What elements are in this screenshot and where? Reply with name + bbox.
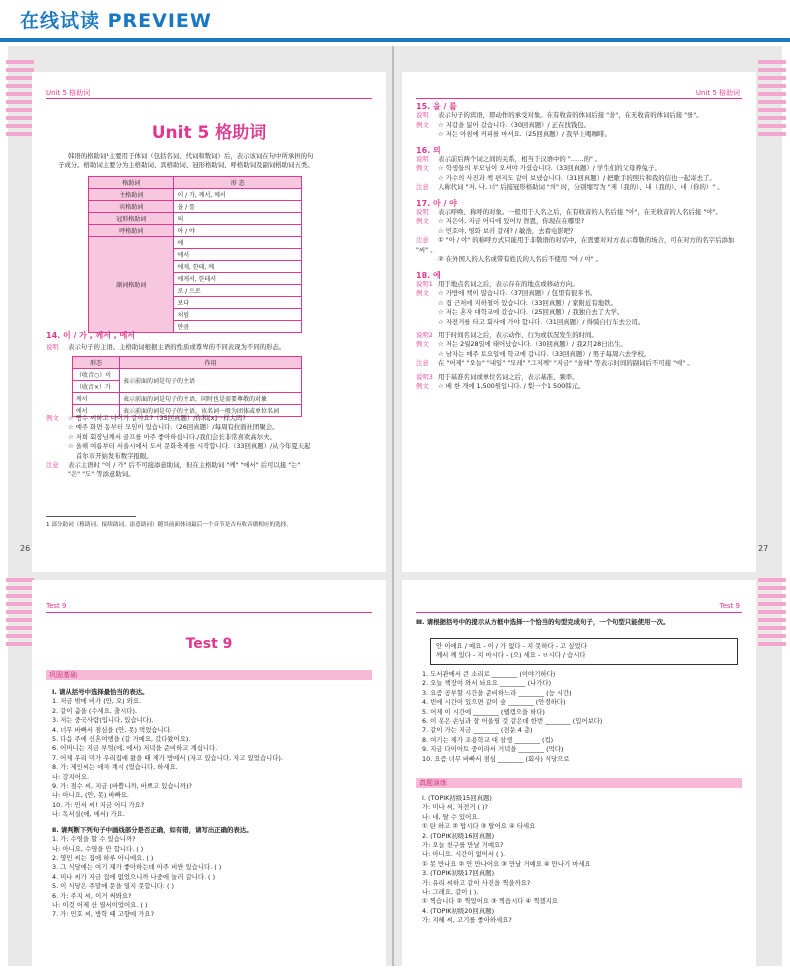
list-item: 8. 가: 제인씨는 애자 계시 (었습니다, 하세요. xyxy=(52,763,178,772)
page-test-9-left xyxy=(32,580,386,968)
page-number-27: 27 xyxy=(758,544,769,553)
intro-line-1: 韩语的格助词¹主要用于体词（包括名词、代词和数词）后，表示该词在句中所承担的句 xyxy=(68,152,314,160)
running-head-rule xyxy=(416,612,742,613)
list-item: 10. 요즘 너무 바빠서 점심 ________ (회사) 식당으로 xyxy=(422,754,570,763)
running-head: Unit 5 格助词 xyxy=(695,89,740,97)
list-item: 2. 오늘 책장이 와서 놔요요 ________ (나가다) xyxy=(422,679,552,688)
section-17-title: 17. 아 / 야 xyxy=(416,198,457,208)
list-item: 4. 빈에 시간이 있으면 같이 숲 ________ (안경하다) xyxy=(422,698,566,707)
section-bar-basics: 巩固基础 xyxy=(46,670,372,680)
exercise-3 xyxy=(422,670,752,764)
list-item: 3. 저는 중국사람(입니다, 있습니다). xyxy=(52,716,154,725)
list-item: 가: 지혜 씨, 고기를 좋아하세요? xyxy=(422,916,512,925)
list-item: ① 탄 하고 ② 탑시다 ③ 탈어요 ④ 타세요 xyxy=(422,822,536,831)
section-14-explanation: 说明 表示句子的主语。主格助词根据主语的性质或尊卑的不同表现为不同的形态。 xyxy=(46,343,286,351)
table-row: 主格助词 이 / 가, 께서, 께서 xyxy=(89,189,302,201)
list-item: 나: 네, 탈 수 있어요. xyxy=(422,812,480,821)
choice-box: 안 이에요 / 예요 - 이 / 가 없다 - 지 못하다 - 고 싶었다 께서 께 있다 - 지 마시다 - (으) 세요 - ㅂ시다 / 습시다 xyxy=(430,638,738,665)
list-item: 가: 유리 씨하고 같이 사진을 찍을까요? xyxy=(422,878,531,887)
list-item: 3. 요즘 공부할 시간을 준비하느라 ________ (능 시간) xyxy=(422,688,572,697)
list-item: 6. 가: 주지 씨, 이거 써봐요? xyxy=(52,891,132,900)
exercise-4: Ⅰ. (TOPIK初级15回真题) 가: 미나 씨, 자전거 ( )? 나: 네, 탈 수 있어요. ① 탄 하고 ② 탑시다 ③ 탈어요 ④ 타세요 2. (TOPIK初级16回真题) 가: 오늘 친구를 만날 거예요? 나: 아니요. 시간이 없어서 ( ). ① 못 만나요 ② 안 만나어요 ③ 만날 거예요 ④ 만나기 마세요 3. (TOPIK初级17回真题) 가: 유리 씨하고 같이 사진을 찍을까요? 나: 그래요, 같이 ( ). ① 찍습니다 ② 찍었어요 ③ 찍읍시다 ④ 찍겠지요 4. (TOPIK初级20回真题) 가: 지혜 씨, 고기를 좋아하세요? xyxy=(422,794,752,926)
list-item: 6. 이 옷은 손님과 잘 어울릴 것 같은데 한번 ________ (입어보다) xyxy=(422,717,603,726)
list-item: 1. 가: 수영을 할 수 있습니까? xyxy=(52,835,136,844)
list-item: 3. 그 식당에는 여기 쟤가 좋아하는데 아주 비싼 있습니다. ( ) xyxy=(52,863,222,872)
intro-line-2: 子成分。格助词主要分为主格助词、宾格助词、冠形格助词、呼格助词及副词格助词五类。 xyxy=(58,161,314,170)
running-head-rule xyxy=(416,98,742,99)
footnote: 1 部分助词（格助词、接续助词、添意助词）随其前面体词最后一个音节是否有收音做相应的选择。 xyxy=(46,522,292,528)
section-14-examples: 例文 ☆ 빵수 씨하고 나이가 같아요?（35回真题）/你和[x]一样大吗? ☆ 매주 화면 동부터 모임이 있습니다.（26回真题）/每周有拉面社团聚会。 ☆ 저희 회장님께서 골프를 아주 좋아하십니다./我们会长非常喜欢高尔夫。 ☆ 올해 여름부터 서울시에서 도서 문화축제를 시작합니다.（33回真题）/从今年夏天起 首尔市开始发布数字报眼。 注意 表示主语时 "이 / 가" 后不可接添意助词，但在主格助词 "께" "에서" 后可以接 "는" "은" "도" 等添意助词。 xyxy=(46,414,311,479)
list-item: 나: 그래요, 같이 ( ). xyxy=(422,888,479,897)
running-head: Test 9 xyxy=(46,602,67,610)
list-item: 나: 아니요, 수영을 안 합니다. ( ) xyxy=(52,844,144,853)
list-item: 5. 다음 주에 신혼여행을 (갈 거예요, 갔다왔어요). xyxy=(52,735,191,744)
list-item: 2. (TOPIK初级16回真题) xyxy=(422,831,495,840)
page-27-content: 15. 을 / 를 说明 表示句子的宾语，即动作的承受对象。在有收音的体词后接 "을"，在无收音的体词后接 "를"。 例文 ☆ 지갑을 잃어 갔습니다.（30回真题）/ 正在找钱包。 ☆ 저는 아침에 커피를 마셔요.（25回真题）/ 我早上喝咖啡。 16. 의 说明 表示前后两个词之间的关系，相当于汉语中的 "……的" 。 例文 ☆ 학생들의 부모님이 오셔야 가셨습니다.（33回真题）/ 学生们的父母养兔子。 ☆ 가수의 사진과 책 편지도 같이 보냈습니다.（31回真题）/ 把歌手的照片和我的信也一起寄去了。 注意 人称代词 "저, 나, 너" 后接冠形格助词 "의" 时，分别缩写为 "제（我的）、내（我的）、네（你的）" 。 17. 아 / 야 说明 表示呼唤、称呼的对象。一般用于人名之后，在有收音的人名后接 "아"，在无收音的人名后接 "야"。 例文 ☆ 지은아, 지금 어디에 있어?/ 智恩，你现在在哪里? ☆ 민호야, 영화 보러 갈래? / 敏浩，去看电影吧? 注意 ① "아 / 야" 的称呼方式只能用于非敬语的对话中，在需要对对方表示尊敬的场合，可在对方的名字后添加 "씨" 。 ② 在外国人的人名或带有姓氏的人名后不使用 "아 / 야" 。 18. 에 说明1 用于地点名词之后，表示存在的地点或移动方向。 例文 ☆ 가방에 책이 많습니다.（37回真题）/ 包里有很多书。 ☆ 집 근처에 지하철이 있습니다.（33回真题）/ 家附近有地铁。 ☆ 저는 혼자 대학교에 갔습니다.（25回真题）/ 我独自去了大学。 ☆ 자전거를 타고 회사에 가야 합니다.（31回真题）/ 得骑自行车去公司。 说明2 用于时间名词之后，表示动作、行为或状况发生的时间。 例文 ☆ 저는 2월28일에 태어났습니다.（30回真题）/ 我2月28日出生。 ☆ 남자는 매주 토요일에 학교에 갑니다.（33回真题）/ 男子每周六去学校。 注意 在 "어제" "오늘" "내일" "모레" "그저께" "지금" "올해" 等表示时间的副词后不可接 "에" 。 说明3 用于基准名词或单位名词之后，表示基准、频率。 例文 ☆ 배 한 개에 1,500원입니다. / 梨一个1 500韩元。 xyxy=(416,102,746,391)
list-item: 2. 같이 춤을 (수세요, 출시다). xyxy=(52,706,138,715)
table-row: 副词格助词 에 xyxy=(89,237,302,249)
preview-banner xyxy=(0,0,790,36)
table-row: 呼格助词 아 / 야 xyxy=(89,225,302,237)
list-item: 4. 너무 바빠서 점심을 (안, 못) 먹었습니다. xyxy=(52,725,172,734)
list-item: 6. 어머니는 지금 부엌(에, 에서) 저녁을 준비하고 계십니다. xyxy=(52,744,218,753)
spine-divider xyxy=(392,46,394,966)
list-item: 2. 영민 씨는 집에 하루 아니에요. ( ) xyxy=(52,853,154,862)
footnote-rule xyxy=(46,516,136,517)
running-head-rule xyxy=(46,98,372,99)
page-test-9-right xyxy=(402,580,756,968)
list-item: 5. 어제 이 시간에 ________ (웹캠으을 하다) xyxy=(422,707,545,716)
running-head: Test 9 xyxy=(719,602,740,610)
section-bar-real-exam: 真题演练 xyxy=(416,778,742,788)
unit-title: Unit 5 格助词 xyxy=(151,123,267,143)
banner-title: 在线试读 PREVIEW xyxy=(20,10,212,32)
list-item: 7. 가: 민호 씨, 방학 때 고향에 가요? xyxy=(52,910,154,919)
page-number-26: 26 xyxy=(20,544,31,553)
list-item: 9. 지금 다이어트 중이라서 거녁을 ________ (먹다) xyxy=(422,745,564,754)
exercise-1: Ⅰ. 请从括号中选择最恰当的表达。 1. 저금 밖에 비가 (만, 오) 와요. 2. 같이 춤을 (수세요, 출시다). 3. 저는 중국사람(입니다, 있습니다). 4. 너무 바빠서 점심을 (안, 못) 먹었습니다. 5. 다음 주에 신혼여행을 (갈 거예요, 갔다왔어요). 6. 어머니는 지금 부엌(에, 에서) 저녁을 준비하고 계십니다. 7. 어제 우리 미가 우리집에 왔을 때 제가 방에서 (자고 있습니다, 자고 있었습니다). 8. 가: 제인씨는 애자 계시 (었습니다, 하세요. 나: 강지어요. 9. 가: 점수 씨, 지금 (바쁩니까, 바쁘고 있습니까)? 나: 아니요, (안, 못) 바빠요. 10. 가: 민서 씨! 지금 어디 가요? 나: 독서실(에, 에서) 가요. Ⅱ. 请判断下列句子中画线部分是否正确，如有错，请写出正确的表达。 1. 가: 수영을 할 수 있습니까? 나: 아니요, 수영을 안 합니다. ( ) 2. 영민 씨는 집에 하루 아니에요. ( ) 3. 그 식당에는 여기 쟤가 좋아하는데 아주 비싼 있습니다. ( ) 4. 미나 씨가 지금 집에 없었으니까 나중에 놀러 갈니다. ( ) 5. 이 식당은 주말에 문을 열지 못합니다. ( ) 6. 가: 주지 씨, 이거 써봐요? 나: 이것 어제 산 열서이었어요. ( ) 7. 가: 민호 씨, 방학 때 고향에 가요? xyxy=(52,688,382,920)
list-item: 4. (TOPIK初级20回真题) xyxy=(422,906,495,915)
page-26 xyxy=(32,72,386,572)
s14-table: 形态 作用 （收音○）이 表示前面的词是句子的主语 （收音×）가 께서 表示前面的词是句子的主语，同时也是需要尊敬的对象 에서 表示前面的词是句子的主语，该名词一般为团体或单位名词 xyxy=(72,356,302,417)
right-stripe-decoration-bottom xyxy=(758,578,786,650)
table-row: 冠形格助词 의 xyxy=(89,213,302,225)
list-item: 7. 어제 우리 미가 우리집에 왔을 때 제가 방에서 (자고 있습니다, 자고 있었습니다). xyxy=(52,753,283,762)
page-27 xyxy=(402,72,756,572)
list-item: ① 찍습니다 ② 찍었어요 ③ 찍읍시다 ④ 찍겠지요 xyxy=(422,897,558,906)
left-stripe-decoration-top xyxy=(6,60,34,140)
list-item: 나: 이것 어제 산 열서이었어요. ( ) xyxy=(52,900,148,909)
running-head-rule xyxy=(46,612,372,613)
list-item: 1. 저금 밖에 비가 (만, 오) 와요. xyxy=(52,697,142,706)
list-item: 1. 도서관에서 큰 소리로 ________ (이야기하다) xyxy=(422,670,556,678)
list-item: 8. 여기는 제가 조용학교 대 삼생 ________ (컵) xyxy=(422,735,554,744)
section-14-title: 14. 이 / 가 , 께서 , 에서 xyxy=(46,331,136,340)
section-15-title: 15. 을 / 를 xyxy=(416,102,457,111)
list-item: ① 못 만나요 ② 안 만나어요 ③ 만날 거예요 ④ 만나기 마세요 xyxy=(422,859,591,868)
table-header-particle: 格助词 xyxy=(89,177,174,189)
list-item: 7. 같이 가는 지금 ________ (전둔 4 층) xyxy=(422,726,533,735)
list-item: 나: 아니요, (안, 못) 바빠요. xyxy=(52,791,129,800)
section-16-title: 16. 의 xyxy=(416,145,441,155)
list-item: 4. 미나 씨가 지금 집에 없었으니까 나중에 놀러 갈니다. ( ) xyxy=(52,872,216,881)
list-item: 3. (TOPIK初级17回真题) xyxy=(422,869,495,878)
particle-table: 格助词 形 态 主格助词 이 / 가, 께서, 께서 宾格助词 을 / 를 冠形格助词 의 呼格助词 아 / 야 副词格助词 에 에서 에게, 한테, 께 에게서, 한테서 로 / 으로 보다 처럼 만큼 xyxy=(88,176,302,333)
list-item: 가: 미나 씨, 자전거 ( )? xyxy=(422,803,488,812)
list-item: 10. 가: 민서 씨! 지금 어디 가요? xyxy=(52,800,145,809)
running-head: Unit 5 格助词 xyxy=(46,89,91,97)
right-stripe-decoration-top xyxy=(758,60,786,140)
list-item: 가: 오늘 친구를 만날 거예요? xyxy=(422,841,504,850)
section-18-title: 18. 에 xyxy=(416,270,441,280)
left-stripe-decoration-bottom xyxy=(6,578,34,650)
list-item: 나: 강지어요. xyxy=(52,772,90,781)
list-item: 나: 아니요. 시간이 없어서 ( ). xyxy=(422,850,506,859)
list-item: 9. 가: 점수 씨, 지금 (바쁩니까, 바쁘고 있습니까)? xyxy=(52,782,192,791)
test-title: Test 9 xyxy=(185,636,233,652)
table-header-form: 形 态 xyxy=(174,177,302,189)
exercise-3-title: Ⅲ. 请根据括号中的提示从方框中选择一个恰当的句型完成句子，一个句型只能使用一次。 xyxy=(416,618,670,626)
banner-divider xyxy=(0,38,790,42)
list-item: 5. 이 식당은 주말에 문을 열지 못합니다. ( ) xyxy=(52,882,174,891)
list-item: 나: 독서실(에, 에서) 가요. xyxy=(52,810,125,819)
table-row: 宾格助词 을 / 를 xyxy=(89,201,302,213)
intro-text xyxy=(58,152,374,171)
